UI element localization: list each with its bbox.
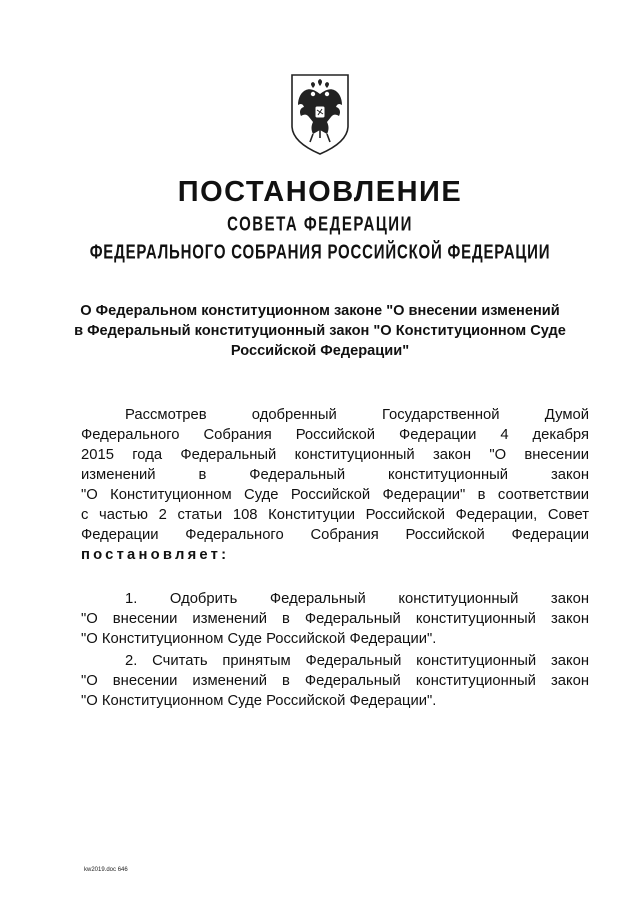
text-line: "О Конституционном Суде Российской Федерации". bbox=[81, 693, 437, 709]
text-line: "О внесении изменений в Федеральный конституционный закон bbox=[81, 673, 589, 689]
text-line: "О внесении изменений в Федеральный конституционный закон bbox=[81, 611, 589, 627]
resolves-word bbox=[81, 545, 589, 565]
document-title: ПОСТАНОВЛЕНИЕ bbox=[177, 176, 463, 208]
text-line: Рассмотрев одобренный Государственной Думой bbox=[125, 407, 589, 423]
resolution-item-1 bbox=[81, 589, 589, 649]
text-line: "О Конституционном Суде Российской Федерации" в соответствии bbox=[81, 487, 589, 503]
text-line: Федерации Федерального Собрания Российской Федерации bbox=[81, 527, 589, 543]
text-line: "О Конституционном Суде Российской Федерации". bbox=[81, 631, 437, 647]
text-line: с частью 2 статьи 108 Конституции Российской Федерации, Совет bbox=[81, 507, 589, 523]
file-reference: kw2019.doc 646 bbox=[84, 867, 128, 873]
issuer-line-1: СОВЕТА ФЕДЕРАЦИИ bbox=[227, 213, 413, 236]
preamble-paragraph bbox=[81, 405, 589, 565]
russian-coat-of-arms-icon bbox=[289, 72, 351, 156]
text-line: 1. Одобрить Федеральный конституционный закон bbox=[125, 591, 589, 607]
text-line: изменений в Федеральный конституционный закон bbox=[81, 467, 589, 483]
text-line: 2015 года Федеральный конституционный закон "О внесении bbox=[81, 447, 589, 463]
issuer-line-2: ФЕДЕРАЛЬНОГО СОБРАНИЯ РОССИЙСКОЙ ФЕДЕРАЦИИ bbox=[89, 241, 551, 264]
text-line: 2. Считать принятым Федеральный конституционный закон bbox=[125, 653, 589, 669]
resolution-item-2 bbox=[81, 651, 589, 711]
text-line: Федерального Собрания Российской Федерации 4 декабря bbox=[81, 427, 589, 443]
subject-line: Российской Федерации" bbox=[230, 343, 410, 359]
resolves-text: постановляет: bbox=[81, 547, 230, 563]
subject-line: в Федеральный конституционный закон "О Конституционном Суде bbox=[74, 323, 566, 339]
subject-line: О Федеральном конституционном законе "О внесении изменений bbox=[80, 303, 560, 319]
subject-heading bbox=[60, 301, 580, 361]
